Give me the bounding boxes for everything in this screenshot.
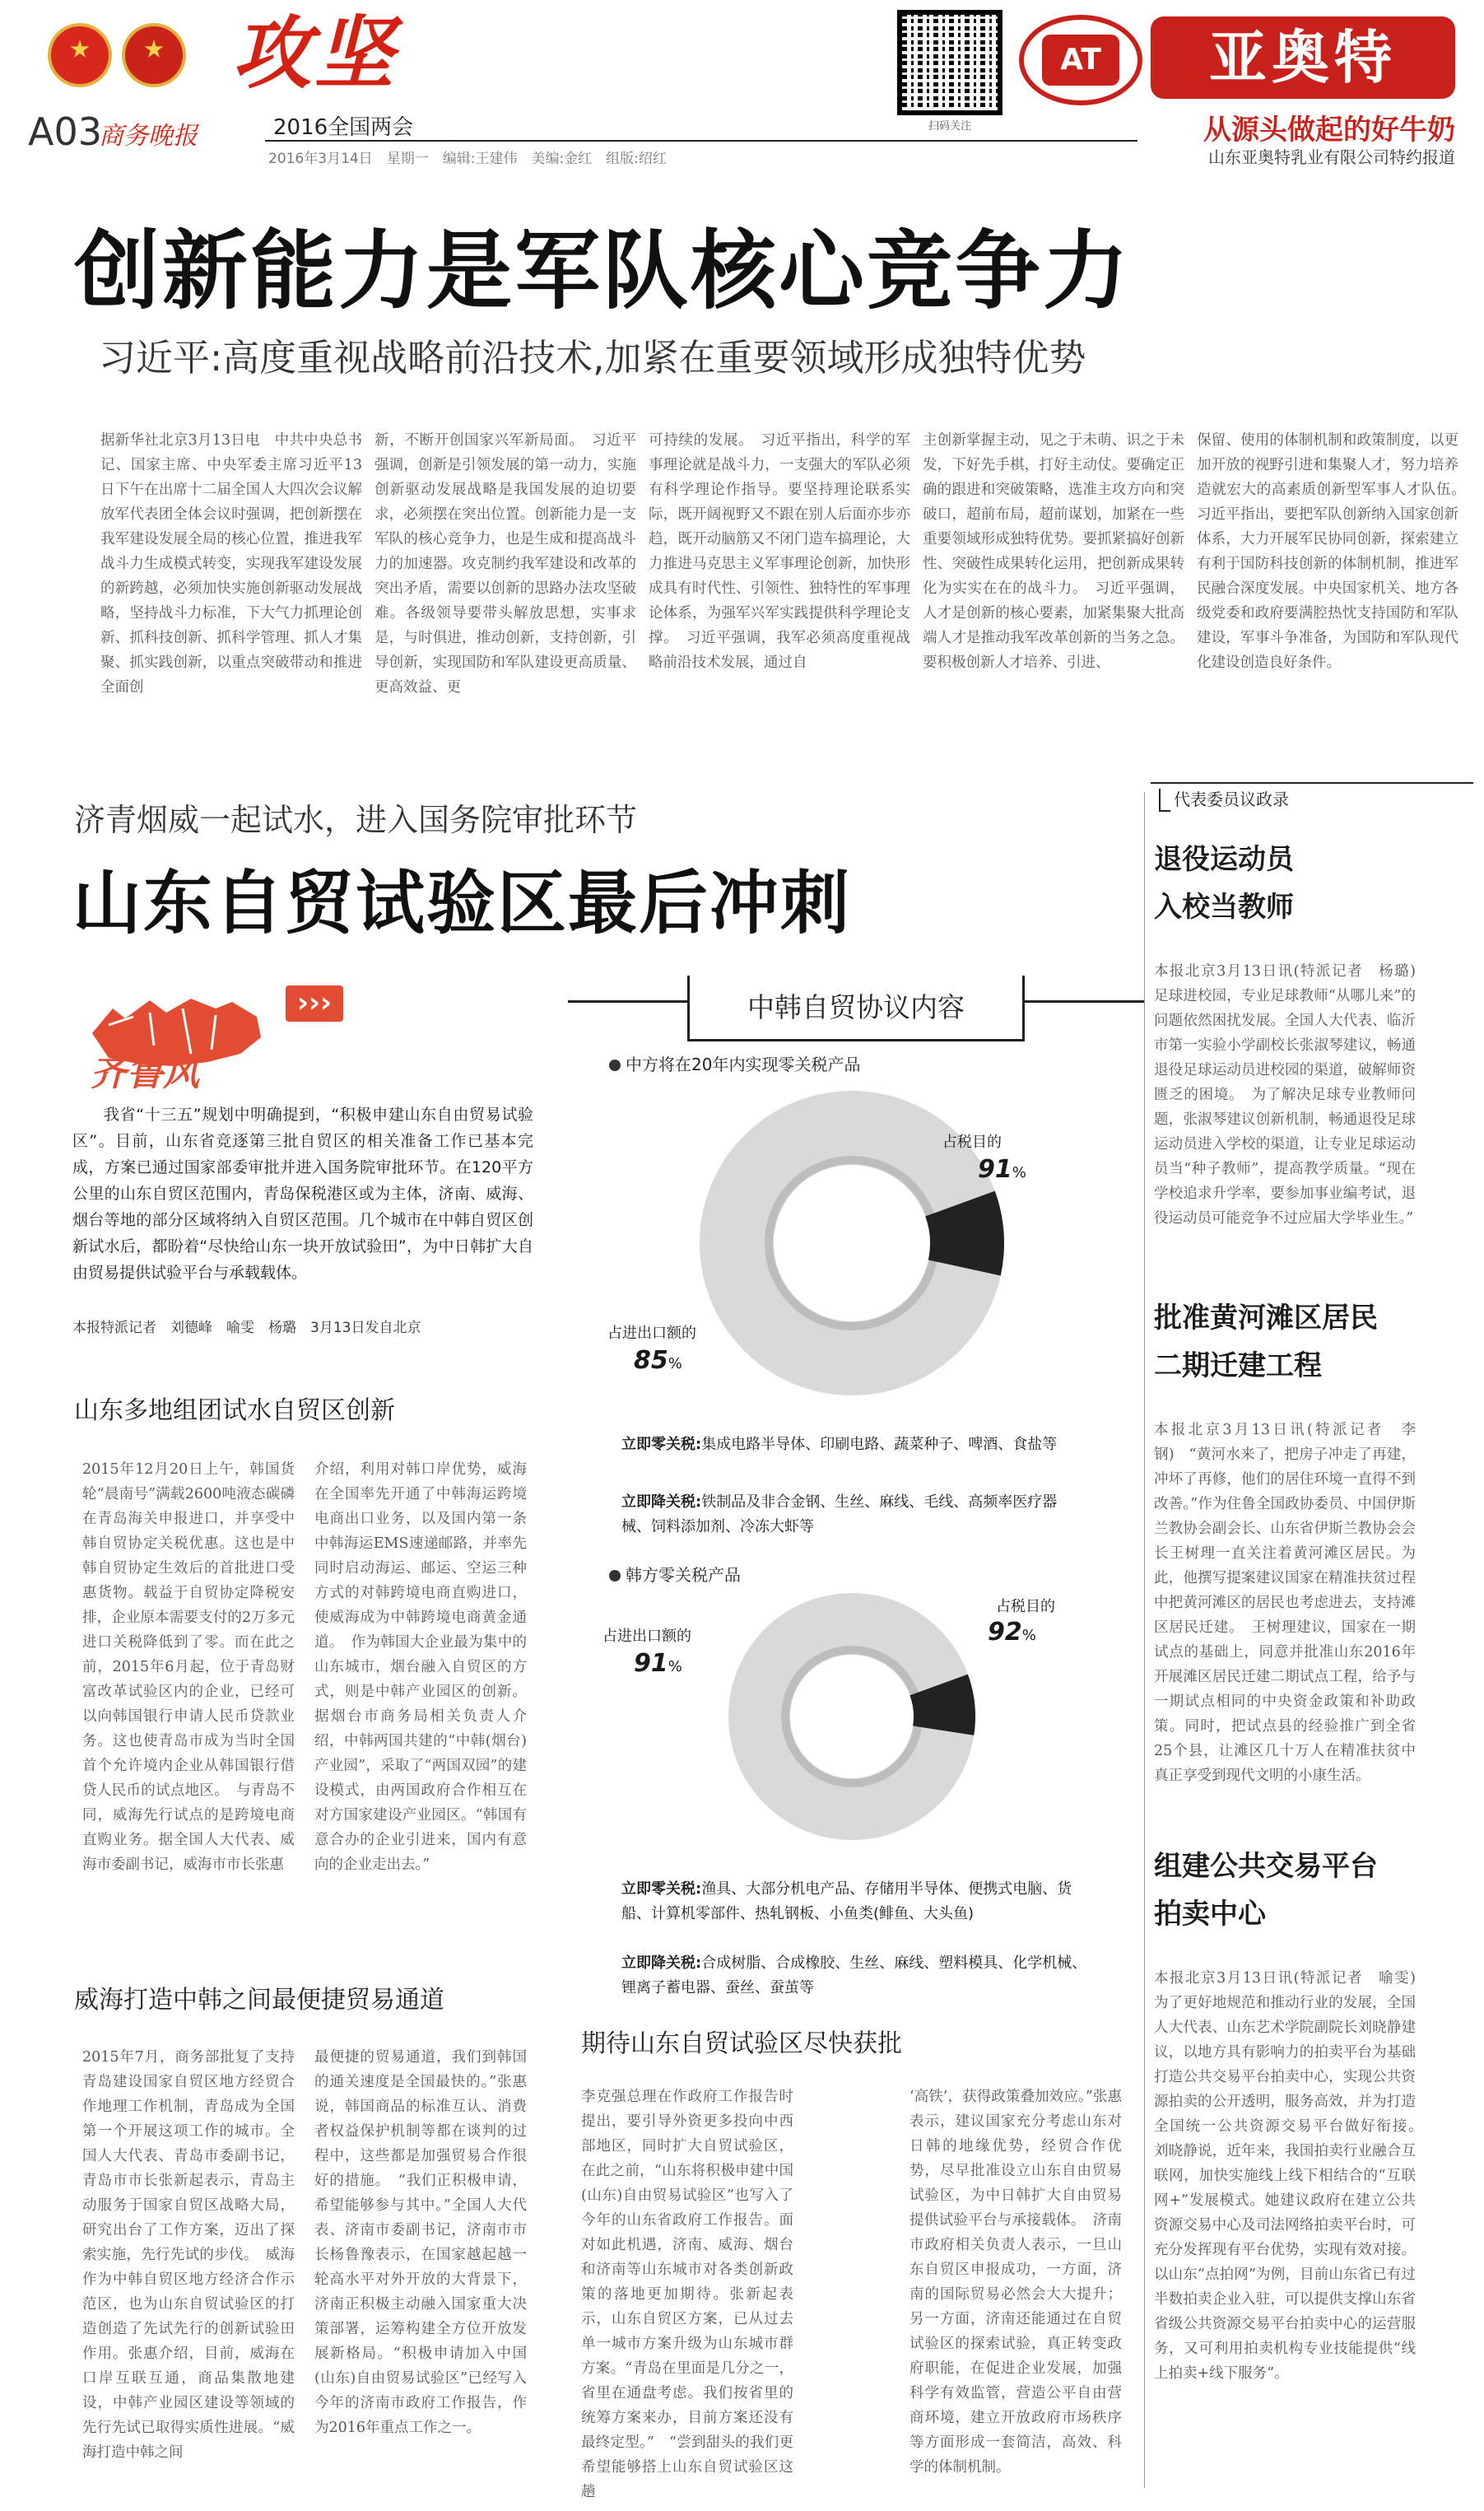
china-reduce-text: 铁制品及非合金钢、生丝、麻线、毛线、高频率医疗器械、饲料添加剂、冷冻大虾等: [621, 1493, 1058, 1535]
korea-target-pct: %: [1021, 1627, 1036, 1644]
sidebar-item-1-body: 本报北京3月13日讯(特派记者 杨璐) 足球进校园，专业足球教师“从哪儿来”的问题依然困扰发展。全国人大代表、临沂市第一实验小学副校长张淑琴建议，畅通退役足球运动员进校园的渠道，破解师资匮乏的困境。 为了解决足球专业教师问题，张淑琴建议创新机制，畅通退役足球运动员进入学校的渠道，让专业足球运动员当“种子教师”，提高教学质量。“现在学校追求升学率，要参加事业编考试，退役运动员可能竞争不过应届大学毕业生。”: [1154, 963, 1431, 1227]
china-immediate: [621, 1433, 1082, 1457]
lead-column-3: 可持续的发展。 习近平指出，科学的军事理论就是战斗力，一支强大的军队必须有科学理论作指导。要坚持理论联系实际，既开阔视野又不跟在别人后面亦步亦趋，既开动脑筋又不闭门造车搞理论，大力推进马克思主义军事理论创新，加快形成具有时代性、引领性、独特性的军事理论体系，为强军兴军实践提供科学理论支撑。 习近平强调，我军必须高度重视战略前沿技术发展，通过自: [649, 432, 910, 671]
korea-trade-value-group: [634, 1649, 682, 1678]
second-intro: 我省“十三五”规划中明确提到，“积极申建山东自由贸易试验区”。目前，山东省竞逐第三批自贸区的相关准备工作已基本完成，方案已通过国家部委审批并进入国务院审批环节。在120平方公里的山东自贸区范围内，青岛保税港区或为主体，济南、威海、烟台等地的部分区域将纳入自贸区范围。几个城市在中韩自贸区创新试水后，都盼着“尽快给山东一块开放试验田”，为中日韩扩大自由贸易提供试验平台与承载载体。: [72, 1106, 533, 1282]
korea-reduce: [621, 1951, 1099, 2001]
korea-bullet-icon: [609, 1570, 621, 1582]
sponsor-logo-icon: [1019, 15, 1142, 105]
china-trade-value-group: [634, 1346, 682, 1375]
lead-column-2: 新，不断开创国家兴军新局面。 习近平强调，创新是引领发展的第一动力，实施创新驱动发展战略是我国发展的迫切要求，必须摆在突出位置。创新能力是一支军队的核心竞争力，也是生成和提高战斗力的加速器。攻克制约我军建设和改革的突出矛盾，需要以创新的思路办法攻坚破难。各级领导要带头解放思想，实事求是，与时俱进，推动创新，支持创新，引导创新，实现国防和军队建设更高质量、更高效益、更: [374, 432, 636, 696]
sub3-title: 期待山东自贸试验区尽快获批: [581, 2029, 902, 2058]
korea-target-label: 占税目的: [996, 1598, 1055, 1615]
china-immediate-text: 集成电路半导体、印刷电路、蔬菜种子、啤酒、食盐等: [701, 1436, 1058, 1453]
qr-caption: 扫码关注: [928, 120, 971, 133]
sponsor-logo-badge: AT: [1042, 35, 1119, 86]
badge-label: 齐鲁风: [91, 1052, 199, 1094]
sidebar-divider: [1144, 792, 1145, 2488]
masthead-rule: [265, 140, 1137, 142]
sidebar-label-bracket-icon: [1159, 789, 1170, 812]
sidebar-item-3-title: [1154, 1842, 1378, 1938]
lead-column-4: 主创新掌握主动，见之于未萌、识之于未发，下好先手棋，打好主动仗。要确定正确的跟进和突破策略，选准主攻方向和突破口，超前布局，超前谋划，加紧在一些重要领域形成独特优势。要抓紧搞好创新性、突破性成果转化运用，把创新成果转化为实实在在的战斗力。 习近平强调，人才是创新的核心要素，加紧集聚大批高端人才是推动我军改革创新的当务之急。要积极创新人才培养、引进、: [923, 432, 1184, 671]
china-target-label: 占税目的: [942, 1134, 1002, 1151]
korea-heading: 韩方零关税产品: [626, 1565, 741, 1585]
korea-target-value-group: [988, 1618, 1036, 1647]
sidebar-item-2-title-line2: 二期迁建工程: [1154, 1349, 1322, 1382]
sponsor-slogan: 从源头做起的好牛奶: [1203, 114, 1455, 147]
qilufeng-badge: [76, 976, 347, 1094]
korea-immediate-label: 立即零关税:: [621, 1880, 702, 1898]
masthead-meta: 2016年3月14日 星期一 编辑:王建伟 美编:金红 组版:绍红: [268, 151, 667, 167]
sidebar-item-1-title-line2: 入校当教师: [1154, 891, 1294, 924]
china-target-value: 91: [978, 1155, 1012, 1184]
korea-reduce-text: 合成树脂、合成橡胶、生丝、麻线、塑料模具、化学机械、锂离子蓄电器、蚕丝、蚕茧等: [621, 1954, 1087, 1996]
second-headline: 山东自贸试验区最后冲刺: [72, 863, 852, 943]
china-trade-label: 占进出口额的: [607, 1325, 696, 1342]
sidebar-item-3-title-line1: 组建公共交易平台: [1154, 1850, 1378, 1883]
sub1-title: 山东多地组团试水自贸区创新: [74, 1396, 395, 1425]
sidebar-item-1-title-line1: 退役运动员: [1154, 843, 1294, 876]
national-emblem-icon: [48, 23, 112, 87]
korea-donut-inner-ring: [785, 1650, 919, 1783]
korea-immediate-text: 渔具、大部分机电产品、存储用半导体、便携式电脑、货船、计算机零部件、热轧钢板、小鱼类(鲱鱼、大头鱼): [621, 1880, 1072, 1922]
sub2-column-2: 最便捷的贸易通道，我们到韩国的通关速度是全国最快的。”张惠说，韩国商品的标准互认、消费者权益保护机制等都在谈判的过程中，这些都是加强贸易合作很好的措施。 “我们正积极申请，希望能够参与其中。”全国人大代表、济南市委副书记，济南市市长杨鲁豫表示，在国家越起越一轮高水平对外开放的大背景下，济南正积极主动融入国家重大决策部署，运筹构建全方位开放发展新格局。“积极申请加入中国(山东)自由贸易试验区”已经写入今年的济南市政府工作报告，作为2016年重点工作之一。: [314, 2049, 527, 2436]
china-heading: 中方将在20年内实现零关税产品: [626, 1055, 861, 1074]
section-subtitle: 2016全国两会: [273, 115, 414, 140]
qr-code[interactable]: [897, 10, 1003, 115]
infographic-title: 中韩自贸协议内容: [687, 976, 1025, 1041]
lead-subhead: 习近平:高度重视战略前沿技术,加紧在重要领域形成独特优势: [99, 336, 1086, 380]
second-kicker: 济青烟威一起试水，进入国务院审批环节: [74, 802, 638, 838]
china-immediate-label: 立即零关税:: [621, 1436, 702, 1453]
paper-name: 商务晚报: [99, 122, 198, 151]
sub1-column-1: 2015年12月20日上午，韩国货轮“晨南号”满载2600吨液态碳磷在青岛海关申报进口，并享受中韩自贸协定关税优惠。这也是中韩自贸协定生效后的首批进口受惠货物。载益于自贸协定降税安排，企业原本需要支付的2万多元进口关税降低到了零。而在此之前，2015年6月起，位于青岛财富改革试验区内的企业，已经可以向韩国银行申请人民币贷款业务。这也使青岛市成为当时全国首个允许境内企业从韩国银行借贷人民币的试点地区。 与青岛不同，威海先行试点的是跨境电商直购业务。据全国人大代表、威海市委副书记，威海市市长张惠: [82, 1461, 295, 1873]
korea-reduce-label: 立即降关税:: [621, 1954, 702, 1972]
china-reduce: [621, 1490, 1082, 1540]
china-bullet-icon: [609, 1060, 621, 1071]
sub3-column-2: ‘高铁’，获得政策叠加效应。”张惠表示，建议国家充分考虑山东对日韩的地缘优势，经贸合作优势，尽早批准设立山东自由贸易试验区，为中日韩扩大自由贸易提供试验平台与承接载体。 济南市政府相关负责人表示，一旦山东自贸区申报成功，一方面，济南的国际贸易必然会大大提升；另一方面，济南还能通过在自贸试验区的探索试验，真正转变政府职能，在促进企业发展，加强科学有效监管，营造公平自由营商环境，建立开放政府市场秩序等方面形成一套简洁，高效、科学的体制机制。: [909, 2089, 1122, 2476]
lead-headline: 创新能力是军队核心竞争力: [74, 221, 1132, 321]
second-byline: 本报特派记者 刘德峰 喻雯 杨璐 3月13日发自北京: [72, 1320, 421, 1336]
sidebar-top-rule: [1151, 782, 1473, 784]
sponsor-brand: 亚奥特: [1151, 16, 1455, 99]
sidebar-item-2-body: 本报北京3月13日讯(特派记者 李钢) “黄河水来了，把房子冲走了再建，冲坏了再修，他们的居住环境一直得不到改善。”作为住鲁全国政协委员、中国伊斯兰教协会副会长、山东省伊斯兰教协会会长王树理一直关注着黄河滩区居民。为此，他撰写提案建议国家在精准扶贫过程中把黄河滩区的居民也考虑进去，支持滩区居民迁建。 王树理建议，国家在一期试点的基础上，同意并批准山东2016年开展滩区居民迁建二期试点工程，给予与一期试点相同的中央资金政策和补助政策。同时，把试点县的经验推广到全省25个县，让滩区几十万人在精准扶贫中真正享受到现代文明的小康生活。: [1154, 1422, 1416, 1784]
china-donut-chart: [568, 1078, 1144, 1433]
china-donut-inner-ring: [769, 1160, 935, 1326]
sidebar-item-2-title: [1154, 1294, 1378, 1390]
china-target-pct: %: [1012, 1164, 1026, 1181]
page-number: A03: [28, 109, 103, 154]
china-reduce-label: 立即降关税:: [621, 1493, 702, 1511]
korea-target-value: 92: [988, 1618, 1022, 1647]
korea-immediate: [621, 1877, 1099, 1926]
sub2-title: 威海打造中韩之间最便捷贸易通道: [74, 1986, 444, 2015]
lead-column-1: 据新华社北京3月13日电 中共中央总书记、国家主席、中央军委主席习近平13日下午在出席十二届全国人大四次会议解放军代表团全体会议时强调，把创新摆在我军建设发展全局的核心位置，推进我军战斗力生成模式转变，实现我军建设发展的新跨越，必须加快实施创新驱动发展战略，坚持战斗力标准，下大气力抓理论创新、抓科技创新、抓科学管理、抓人才集聚、抓实践创新，以重点突破带动和推进全面创: [100, 432, 362, 696]
sidebar-item-1-title: [1154, 836, 1294, 931]
china-trade-pct: %: [668, 1355, 682, 1372]
sub3-column-1: 李克强总理在作政府工作报告时提出，要引导外资更多投向中西部地区，同时扩大自贸试验区，在此之前，“山东将积极申建中国(山东)自由贸易试验区”也写入了今年的山东省政府工作报告。面对如此机遇，济南、威海、烟台和济南等山东城市对各类创新政策的落地更加期待。张新起表示，山东自贸区方案，已从过去单一城市方案升级为山东城市群方案。“青岛在里面是几分之一，省里在通盘考虑。我们按省里的统筹方案来办，目前方案还没有最终定型。” “尝到甜头的我们更希望能够搭上山东自贸试验区这趟: [581, 2089, 793, 2500]
sidebar-item-3-body: 本报北京3月13日讯(特派记者 喻雯) 为了更好地规范和推动行业的发展，全国人大代表、山东艺术学院副院长刘晓静建议，以地方具有影响力的拍卖平台为基础打造公共交易平台拍卖中心，实现公共资源拍卖的公开透明，服务高效，并为打造全国统一公共资源交易平台做好衔接。 刘晓静说，近年来，我国拍卖行业融合互联网，加快实施线上线下相结合的“互联网+”发展模式。她建议政府在建立公共资源交易中心及司法网络拍卖平台时，可充分发挥现有平台优势，实现有效对接。以山东“点拍网”为例，目前山东省已有过半数拍卖企业入驻，可以提供支撑山东省省级公共资源交易平台拍卖中心的运营服务，又可利用拍卖机构专业技能提供“线上拍卖+线下服务”。: [1154, 1970, 1431, 2382]
sidebar-item-2-title-line1: 批准黄河滩区居民: [1154, 1302, 1378, 1335]
sub2-column-1: 2015年7月，商务部批复了支持青岛建设国家自贸区地方经贸合作地理工作机制，青岛成为全国第一个开展这项工作的城市。全国人大代表、青岛市委副书记，青岛市市长张新起表示，青岛主动服务于国家自贸区战略大局，研究出台了工作方案，迈出了探索实施，先行先试的步伐。 威海作为中韩自贸区地方经济合作示范区，也为山东自贸试验区的打造创造了先试先行的创新试验田作用。张惠介绍，目前，威海在口岸互联互通，商品集散地建设，中韩产业园区建设等领域的先行先试已取得实质性进展。“威海打造中韩之间: [82, 2049, 295, 2461]
section-title: 攻坚: [232, 7, 397, 100]
badge-arrows-icon: ›››: [296, 986, 333, 1019]
lead-column-5: 保留、使用的体制机制和政策制度，以更加开放的视野引进和集聚人才，努力培养造就宏大的高素质创新型军事人才队伍。 习近平指出，要把军队创新纳入国家创新体系，大力开展军民协同创新，探索建立有利于国防科技创新的体制机制，推进军民融合深度发展。中央国家机关、地方各级党委和政府要满腔热忱支持国防和军队建设，军事斗争准备，为国防和军队现代化建设创造良好条件。: [1197, 432, 1473, 671]
sub1-column-2: 介绍，利用对韩口岸优势，威海在全国率先开通了中韩海运跨境电商出口业务，以及国内第一条中韩海运EMS速递邮路，并率先同时启动海运、邮运、空运三种方式的对韩跨境电商直购进口，使威海成为中韩跨境电商黄金通道。 作为韩国大企业最为集中的山东城市，烟台融入自贸区的方式，则是中韩产业园区的创新。据烟台市商务局相关负责人介绍，中韩两国共建的“中韩(烟台)产业园”，采取了“两国双园”的建设模式，由两国政府合作相互在对方国家建设产业园区。“韩国有意合办的企业引进来，国内有意向的企业走出去。”: [314, 1461, 527, 1873]
china-trade-value: 85: [634, 1346, 668, 1375]
korea-trade-pct: %: [668, 1658, 682, 1675]
sidebar-item-3-title-line2: 拍卖中心: [1154, 1898, 1266, 1931]
china-target-value-group: [978, 1155, 1026, 1184]
korea-trade-label: 占进出口额的: [602, 1628, 691, 1645]
sponsor-note: 山东亚奥特乳业有限公司特约报道: [1208, 147, 1455, 167]
infographic: [568, 976, 1144, 1996]
korea-trade-value: 91: [634, 1649, 668, 1678]
npc-emblem-icon: [122, 23, 186, 87]
sidebar-label: 代表委员议政录: [1174, 790, 1289, 809]
